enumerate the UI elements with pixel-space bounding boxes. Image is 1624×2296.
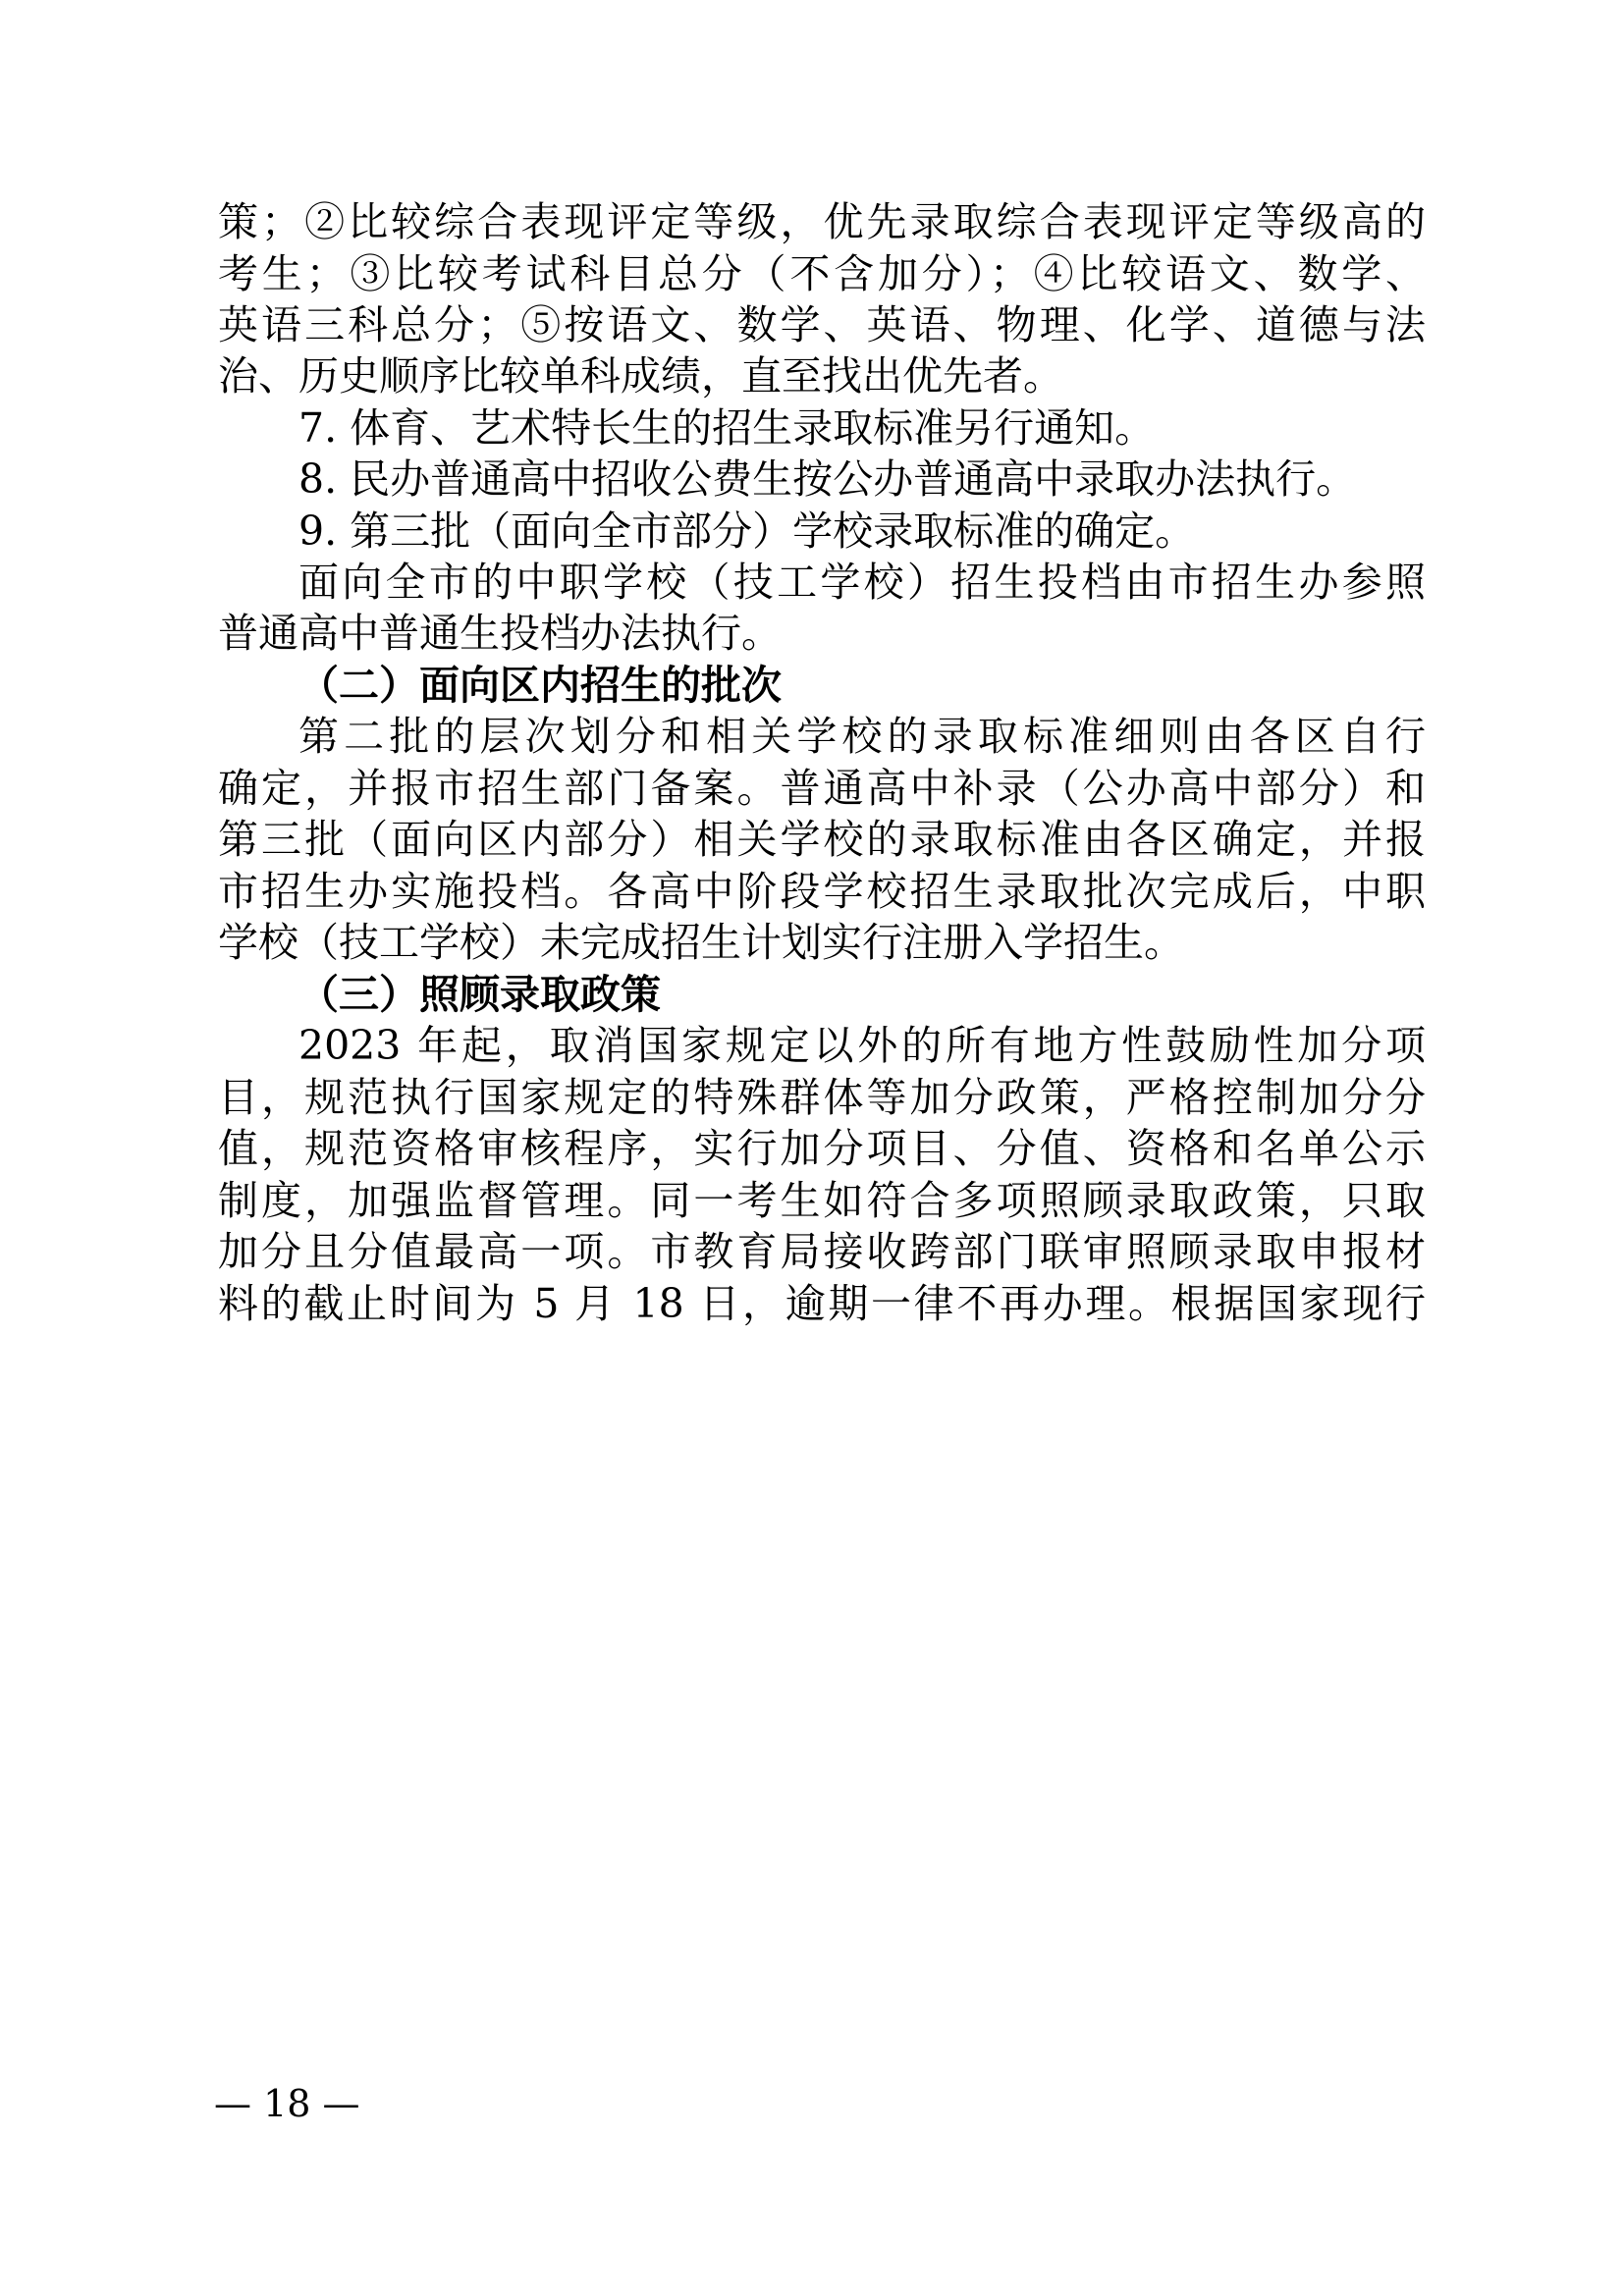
list-item-9: 9. 第三批（面向全市部分）学校录取标准的确定。 [298,507,1196,555]
paragraph-line: 确定，并报市招生部门备案。普通高中补录（公办高中部分）和 [218,765,1426,812]
paragraph-line: 第二批的层次划分和相关学校的录取标准细则由各区自行 [298,713,1426,760]
paragraph-line: 2023 年起，取消国家规定以外的所有地方性鼓励性加分项 [298,1022,1426,1069]
paragraph-line: 第三批（面向区内部分）相关学校的录取标准由各区确定，并报 [218,816,1426,863]
list-item-8: 8. 民办普通高中招收公费生按公办普通高中录取办法执行。 [298,455,1357,503]
section-heading-3: （三）照顾录取政策 [298,971,661,1018]
page-number: — 18 — [214,2082,360,2125]
paragraph-line: 料的截止时间为 5 月 18 日，逾期一律不再办理。根据国家现行 [218,1280,1426,1327]
paragraph-line: 制度，加强监督管理。同一考生如符合多项照顾录取政策，只取 [218,1177,1426,1224]
paragraph-line: 面向全市的中职学校（技工学校）招生投档由市招生办参照 [298,559,1426,606]
paragraph-line: 策；②比较综合表现评定等级，优先录取综合表现评定等级高的 [218,198,1426,245]
paragraph-line: 学校（技工学校）未完成招生计划实行注册入学招生。 [218,919,1184,966]
paragraph-line: 普通高中普通生投档办法执行。 [218,610,782,657]
paragraph-line: 英语三科总分；⑤按语文、数学、英语、物理、化学、道德与法 [218,301,1426,348]
list-item-7: 7. 体育、艺术特长生的招生录取标准另行通知。 [298,404,1156,452]
section-heading-2: （二）面向区内招生的批次 [298,662,782,709]
paragraph-line: 市招生办实施投档。各高中阶段学校招生录取批次完成后，中职 [218,868,1426,915]
paragraph-line: 加分且分值最高一项。市教育局接收跨部门联审照顾录取申报材 [218,1228,1426,1275]
paragraph-line: 治、历史顺序比较单科成绩，直至找出优先者。 [218,352,1063,400]
paragraph-line: 考生；③比较考试科目总分（不含加分）；④比较语文、数学、 [218,250,1426,297]
paragraph-line: 目，规范执行国家规定的特殊群体等加分政策，严格控制加分分 [218,1074,1426,1121]
paragraph-line: 值，规范资格审核程序，实行加分项目、分值、资格和名单公示 [218,1125,1426,1172]
